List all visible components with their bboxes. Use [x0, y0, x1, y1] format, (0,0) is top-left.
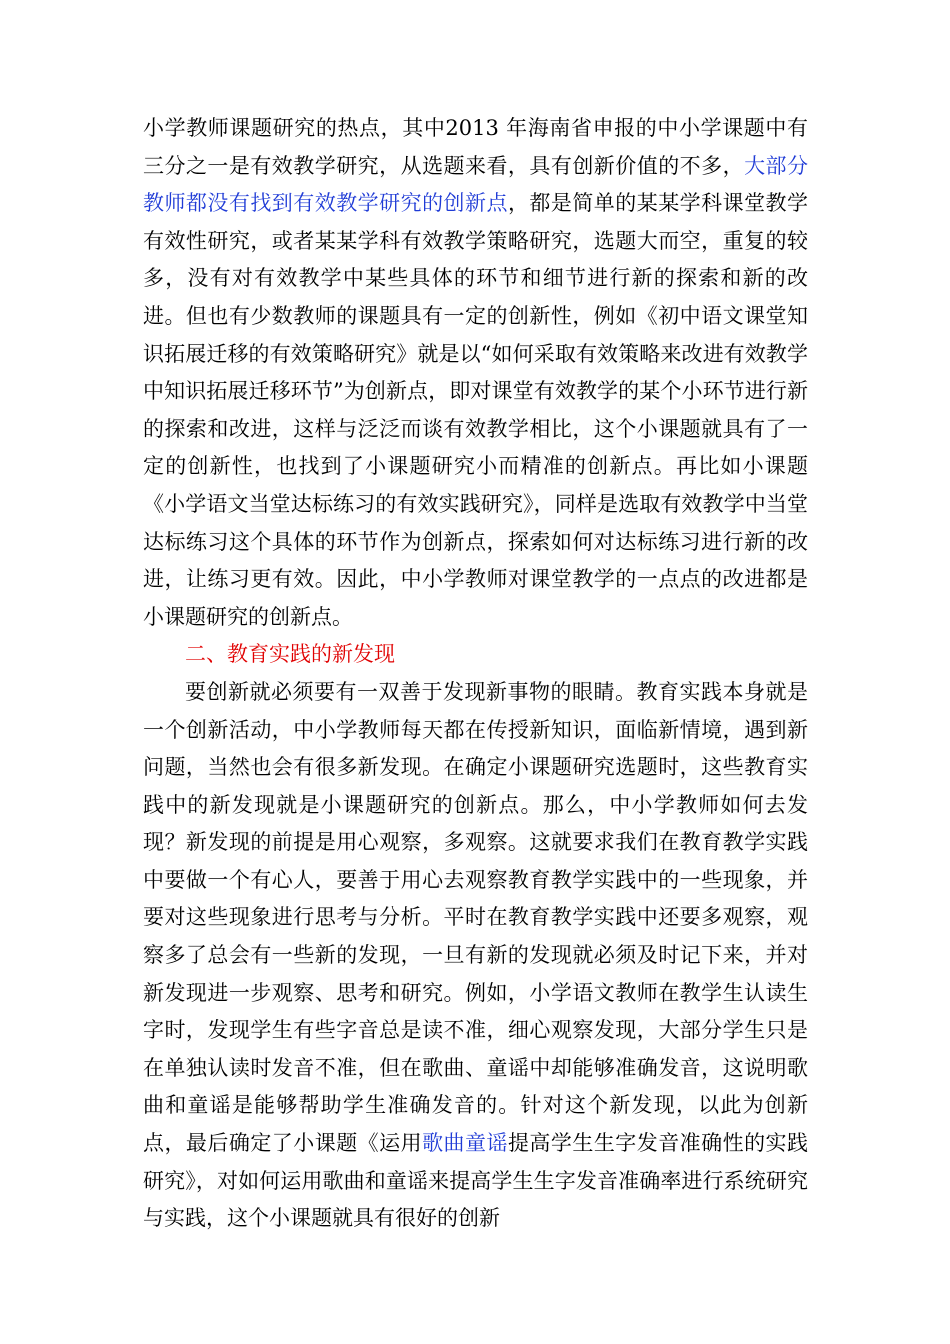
paragraph-2-link[interactable]: 歌曲童谣 [422, 1131, 508, 1156]
paragraph-2-text-a: 要创新就必须要有一双善于发现新事物的眼睛。教育实践本身就是一个创新活动，中小学教师每天都在传授新知识，面临新情境，遇到新问题，当然也会有很多新发现。在确定小课题研究选题时，这些教育实践中的新发现就是小课题研究的创新点。那么，中小学教师如何去发现？新发现的前提是用心观察，多观察。这就要求我们在教育教学实践中要做一个有心人，要善于用心去观察教育教学实践中的一些现象，并要对这些现象进行思考与分析。平时在教育教学实践中还要多观察，观察多了总会有一些新的发现，一旦有新的发现就必须及时记下来，并对新发现进一步观察、思考和研究。例如，小学语文教师在教学生认读生字时，发现学生有些字音总是读不准，细心观察发现，大部分学生只是在单独认读时发音不准，但在歌曲、童谣中却能够准确发音，这说明歌曲和童谣是能够帮助学生准确发音的。针对这个新发现，以此为创新点，最后确定了小课题《运用 [143, 679, 808, 1156]
paragraph-2 [143, 674, 808, 1238]
paragraph-1 [143, 110, 808, 636]
paragraph-2-text-b: 提高学生生字发音准确性的实践研究》，对如何运用歌曲和童谣来提高学生生字发音准确率进行系统研究与实践，这个小课题就具有很好的创新 [143, 1131, 809, 1231]
section-heading-2: 二、教育实践的新发现 [185, 642, 395, 667]
paragraph-1-link[interactable]: 大部分教师都没有找到有效教学研究的创新点 [143, 153, 809, 216]
document-body [143, 110, 808, 1238]
paragraph-1-text-a: 小学教师课题研究的热点，其中2013 年海南省申报的中小学课题中有三分之一是有效教学研究，从选题来看，具有创新价值的不多， [143, 116, 808, 178]
paragraph-1-text-b: ，都是简单的某某学科课堂教学有效性研究，或者某某学科有效教学策略研究，选题大而空，重复的较多，没有对有效教学中某些具体的环节和细节进行新的探索和新的改进。但也有少数教师的课题具有一定的创新性，例如《初中语文课堂知识拓展迁移的有效策略研究》就是以“如何采取有效策略来改进有效教学中知识拓展迁移环节”为创新点，即对课堂有效教学的某个小环节进行新的探索和改进，这样与泛泛而谈有效教学相比，这个小课题就具有了一定的创新性，也找到了小课题研究小而精准的创新点。再比如小课题《小学语文当堂达标练习的有效实践研究》，同样是选取有效教学中当堂达标练习这个具体的环节作为创新点，探索如何对达标练习进行新的改进，让练习更有效。因此，中小学教师对课堂教学的一点点的改进都是小课题研究的创新点。 [143, 191, 809, 629]
